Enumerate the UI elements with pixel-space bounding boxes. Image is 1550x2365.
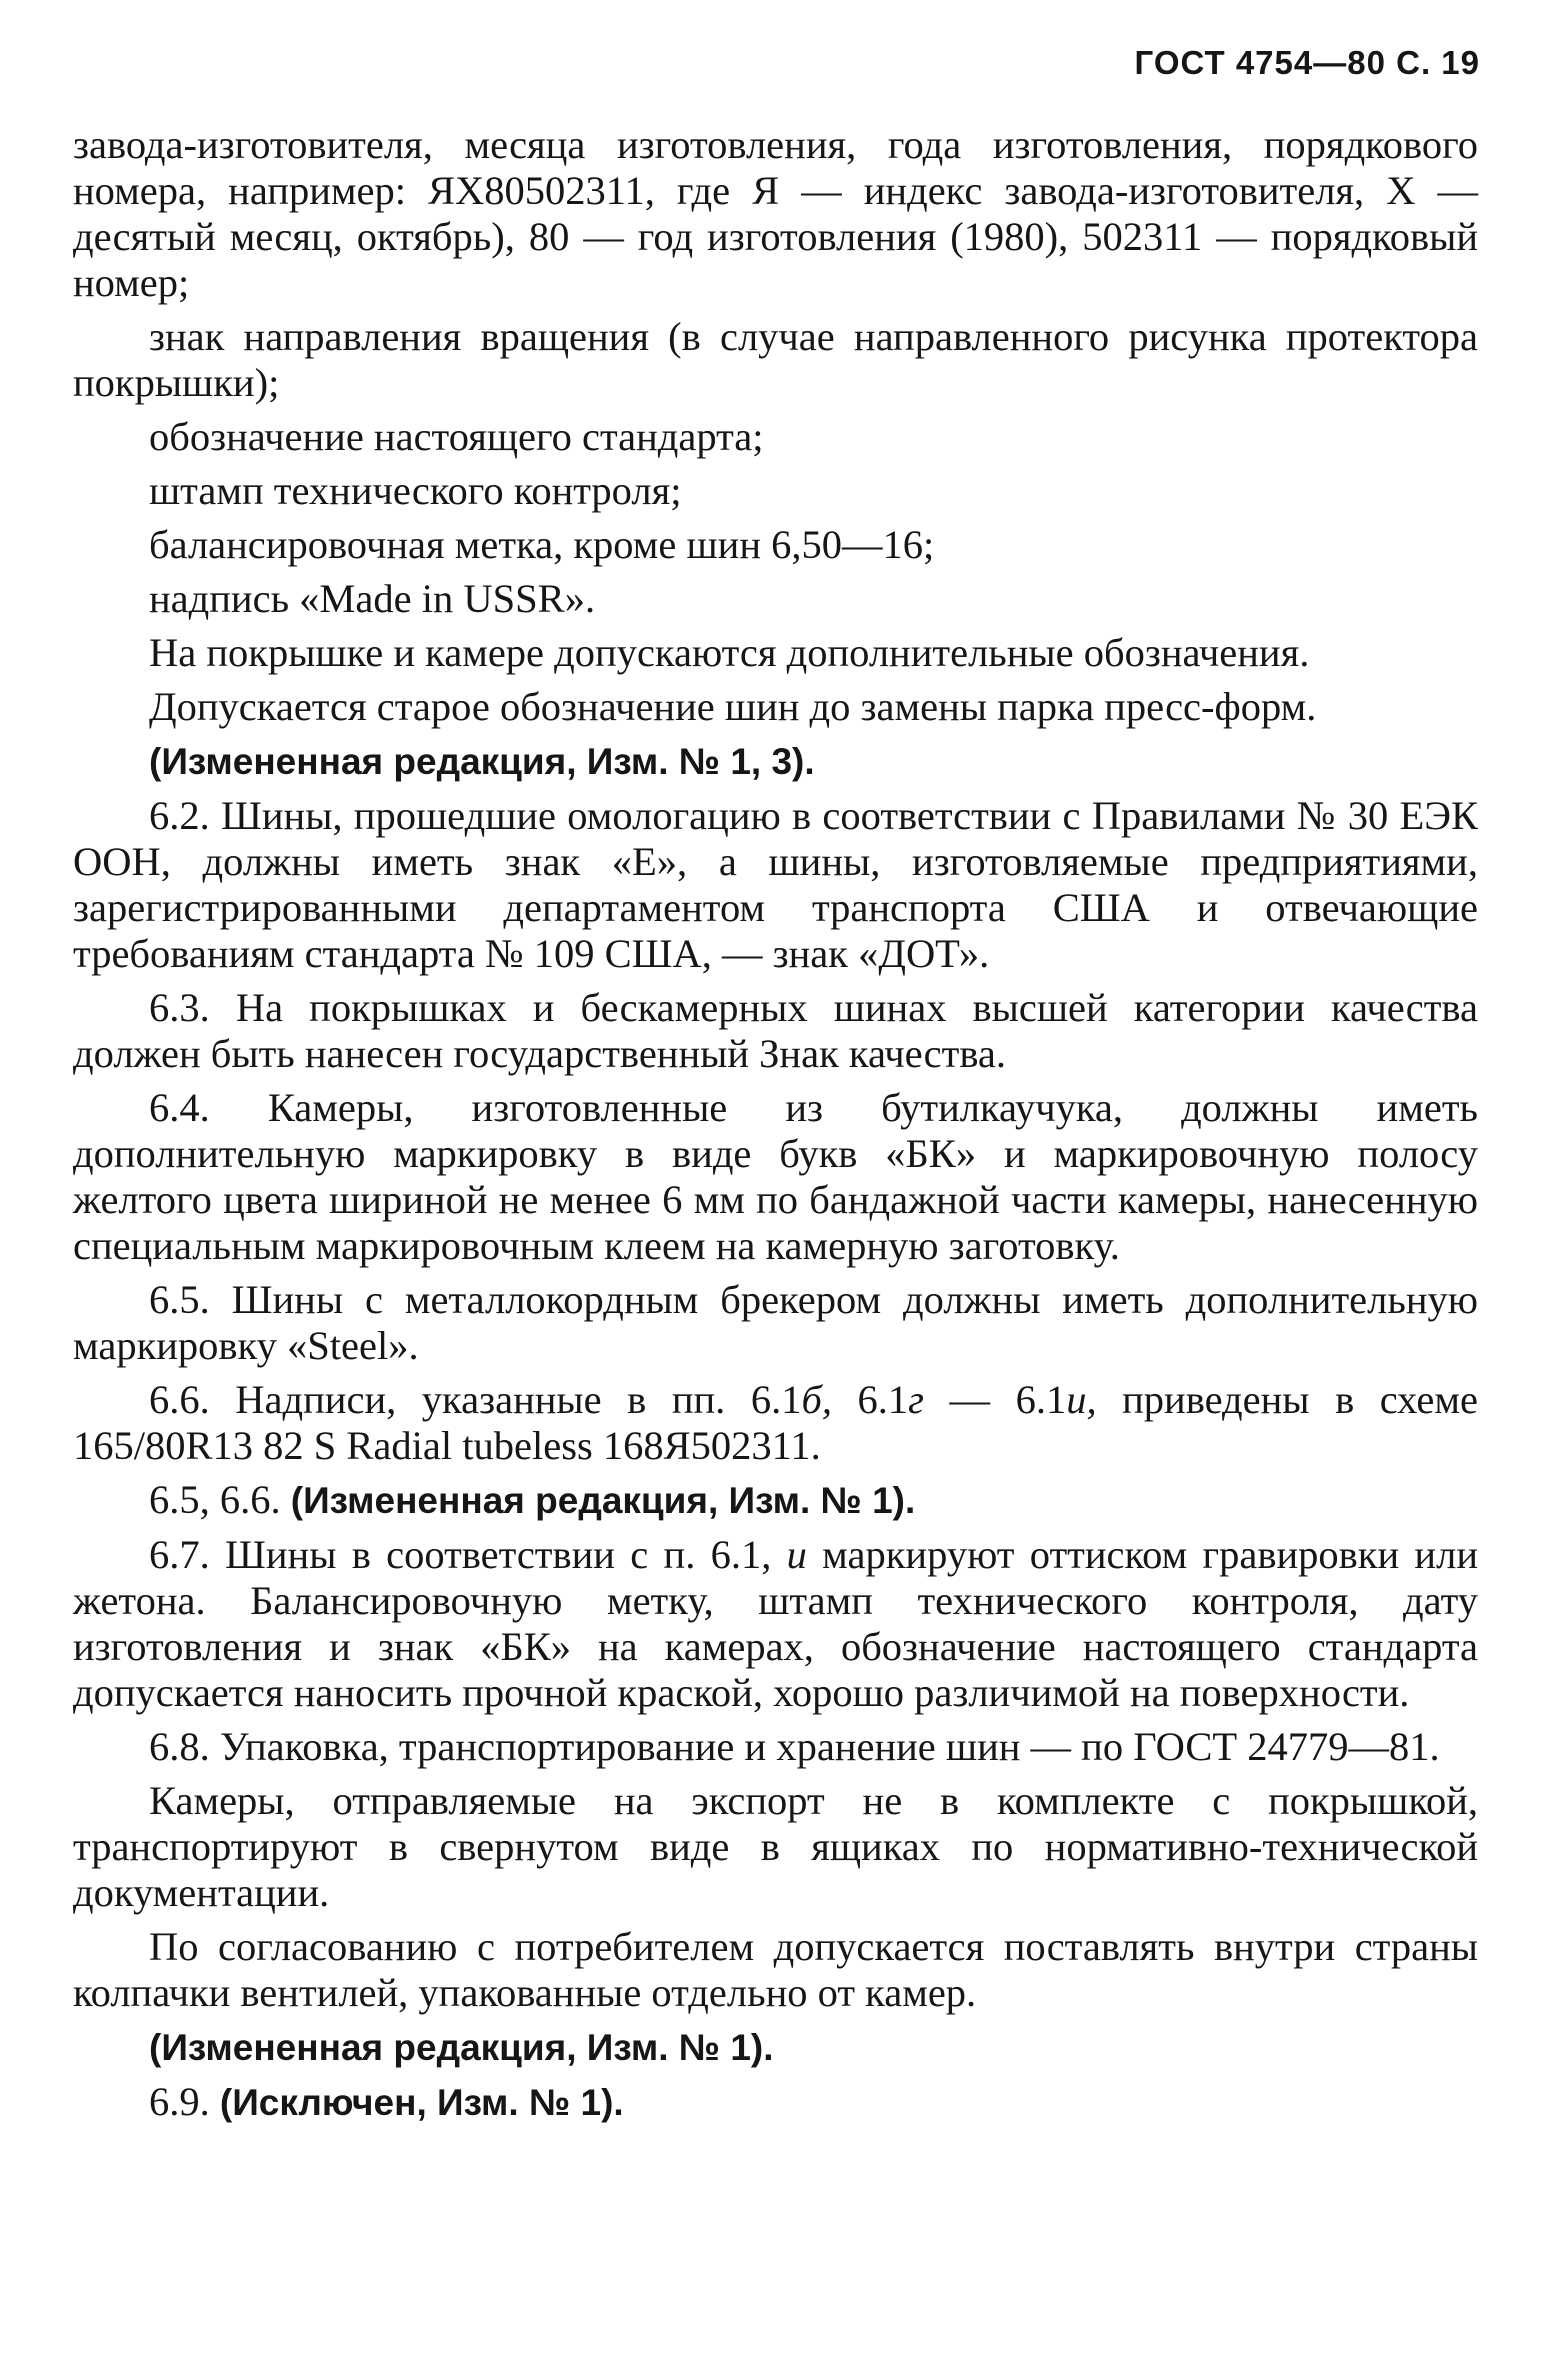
paragraph-text: знак направления вращения (в случае направленного рисунка протектора покрышки); — [73, 314, 1478, 405]
paragraph-text: штамп технического контроля; — [149, 468, 682, 513]
paragraph-text: балансировочная метка, кроме шин 6,50—16; — [149, 522, 935, 567]
paragraph-p05 — [73, 522, 1478, 568]
italic-text: г — [908, 1377, 924, 1422]
paragraph-p14 — [73, 1377, 1478, 1469]
paragraph-p09 — [73, 738, 1478, 785]
paragraph-text: обозначение настоящего стандарта; — [149, 414, 764, 459]
paragraph-text: 6.4. Камеры, изготовленные из бутилкаучука, должны иметь дополнительную маркировку в виде букв «БК» и маркировочную полосу желтого цвета шириной не менее 6 мм по бандажной части камеры, нанесенную специальным маркировочным клеем на камерную заготовку. — [73, 1085, 1478, 1268]
paragraph-p02 — [73, 314, 1478, 406]
paragraph-p19 — [73, 1924, 1478, 2016]
paragraph-p04 — [73, 468, 1478, 514]
paragraph-text: 6.8. Упаковка, транспортирование и хранение шин — по ГОСТ 24779—81. — [149, 1724, 1440, 1769]
paragraph-p08 — [73, 684, 1478, 730]
page-header: ГОСТ 4754—80 С. 19 — [1134, 44, 1480, 81]
paragraph-p17 — [73, 1724, 1478, 1770]
paragraph-text: маркируют оттиском гравировки или жетона. Балансировочную метку, штамп технического контроля, дату изготовления и знак «БК» на камерах, обозначение настоящего стандарта допускается наносить прочной краской, хорошо различимой на поверхности. — [73, 1532, 1478, 1715]
italic-text: и, — [1066, 1377, 1097, 1422]
paragraph-text: 6.2. Шины, прошедшие омологацию в соответствии с Правилами № 30 ЕЭК ООН, должны иметь знак «Е», а шины, изготовляемые предприятиями, зарегистрированными департаментом транспорта США и отвечающие требованиям стандарта № 109 США, — знак «ДОТ». — [73, 793, 1478, 976]
paragraph-p18 — [73, 1778, 1478, 1916]
paragraph-text: Допускается старое обозначение шин до замены парка пресс-форм. — [149, 684, 1317, 729]
paragraph-p07 — [73, 630, 1478, 676]
paragraph-p15 — [73, 1477, 1478, 1524]
paragraph-p20 — [73, 2024, 1478, 2071]
paragraph-p10 — [73, 793, 1478, 977]
paragraph-text: приведены в схеме 165/80R13 82 S Radial tubeless 168Я502311. — [73, 1377, 1479, 1468]
paragraph-p16 — [73, 1532, 1478, 1716]
paragraph-p01 — [73, 122, 1478, 306]
paragraph-text: надпись «Made in USSR». — [149, 576, 596, 621]
paragraph-text: 6.5. Шины с металлокордным брекером должны иметь дополнительную маркировку «Steel». — [73, 1277, 1478, 1368]
paragraph-text: По согласованию с потребителем допускается поставлять внутри страны колпачки вентилей, упакованные отдельно от камер. — [73, 1924, 1478, 2015]
amendment-note: (Измененная редакция, Изм. № 1). — [290, 1480, 916, 1521]
paragraph-p11 — [73, 985, 1478, 1077]
paragraph-text: завода-изготовителя, месяца изготовления, года изготовления, порядкового номера, например: ЯХ80502311, где Я — индекс завода-изготовителя, X — десятый месяц, октябрь), 80 — год изготовления (1980), 502311 — порядковый номер; — [73, 122, 1478, 305]
paragraph-p13 — [73, 1277, 1478, 1369]
paragraph-text: 6.9. — [149, 2079, 220, 2124]
paragraph-text: 6.1 — [831, 1377, 909, 1422]
paragraph-text: 6.6. Надписи, указанные в пп. 6.1 — [149, 1377, 802, 1422]
paragraph-p03 — [73, 414, 1478, 460]
paragraph-p06 — [73, 576, 1478, 622]
paragraph-text: 6.7. Шины в соответствии с п. 6.1, — [149, 1532, 787, 1577]
document-body — [73, 122, 1478, 2126]
paragraph-p21 — [73, 2079, 1478, 2126]
paragraph-p12 — [73, 1085, 1478, 1269]
amendment-note: (Измененная редакция, Изм. № 1). — [149, 2027, 774, 2068]
paragraph-text: Камеры, отправляемые на экспорт не в комплекте с покрышкой, транспортируют в свернутом виде в ящиках по нормативно-технической документации. — [73, 1778, 1478, 1915]
paragraph-text: 6.3. На покрышках и бескамерных шинах высшей категории качества должен быть нанесен государственный Знак качества. — [73, 985, 1478, 1076]
amendment-note: (Исключен, Изм. № 1). — [219, 2082, 624, 2123]
paragraph-text: — 6.1 — [923, 1377, 1067, 1422]
amendment-note: (Измененная редакция, Изм. № 1, 3). — [149, 741, 815, 782]
italic-text: б, — [801, 1377, 832, 1422]
paragraph-text: На покрышке и камере допускаются дополнительные обозначения. — [149, 630, 1310, 675]
italic-text: и — [786, 1532, 807, 1577]
paragraph-text: 6.5, 6.6. — [149, 1477, 291, 1522]
